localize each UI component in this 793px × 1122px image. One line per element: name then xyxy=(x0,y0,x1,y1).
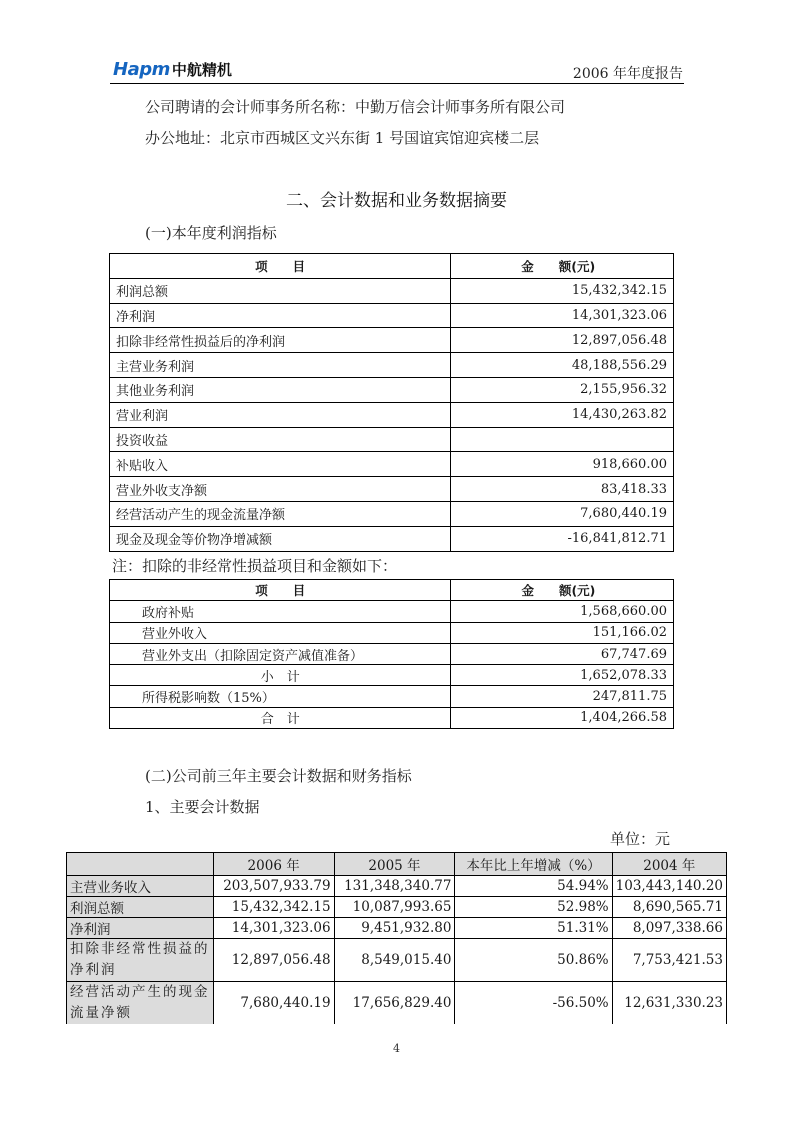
row-item: 小 计 xyxy=(110,665,451,686)
cell-2004: 7,753,421.53 xyxy=(612,939,726,982)
row-item: 扣除非经常性损益的净利润 xyxy=(67,939,214,982)
row-item: 利润总额 xyxy=(67,897,214,918)
table-header-row xyxy=(110,580,674,601)
column-header-amount: 金 额(元) xyxy=(451,580,674,601)
row-item: 营业外收支净额 xyxy=(110,477,451,502)
table-header-row xyxy=(110,254,674,279)
column-header-item: 项 目 xyxy=(110,580,451,601)
row-item: 投资收益 xyxy=(110,427,451,452)
column-header-item: 项 目 xyxy=(110,254,451,279)
row-amount: 1,404,266.58 xyxy=(451,707,674,728)
profit-indicators-heading: (一)本年度利润指标 xyxy=(145,224,277,242)
report-title: 2006 年年度报告 xyxy=(572,66,683,82)
table-row xyxy=(110,328,674,353)
table-row xyxy=(110,686,674,707)
table-row xyxy=(110,427,674,452)
company-logo xyxy=(113,58,232,80)
table-row xyxy=(110,303,674,328)
table-row xyxy=(67,897,727,918)
column-header-2004: 2004 年 xyxy=(612,853,726,876)
row-item: 其他业务利润 xyxy=(110,377,451,402)
row-amount: 14,430,263.82 xyxy=(451,402,674,427)
row-item: 主营业务利润 xyxy=(110,353,451,378)
cell-change: -56.50% xyxy=(455,982,612,1025)
column-header-amount: 金 额(元) xyxy=(451,254,674,279)
row-amount: 48,188,556.29 xyxy=(451,353,674,378)
cell-2006: 203,507,933.79 xyxy=(213,876,334,897)
table-row xyxy=(110,402,674,427)
cell-2006: 14,301,323.06 xyxy=(213,918,334,939)
row-amount: 7,680,440.19 xyxy=(451,501,674,526)
cell-2006: 15,432,342.15 xyxy=(213,897,334,918)
table-row xyxy=(110,477,674,502)
cell-2005: 10,087,993.65 xyxy=(334,897,455,918)
table-row xyxy=(67,939,727,982)
three-year-subheading: 1、主要会计数据 xyxy=(145,798,260,816)
table-row xyxy=(110,501,674,526)
table-row xyxy=(110,452,674,477)
table-header-row xyxy=(67,853,727,876)
row-item: 主营业务收入 xyxy=(67,876,214,897)
table-row xyxy=(110,643,674,664)
column-header-blank xyxy=(67,853,214,876)
row-amount: 83,418.33 xyxy=(451,477,674,502)
table-row xyxy=(110,622,674,643)
table-row xyxy=(110,601,674,622)
table-row xyxy=(110,278,674,303)
cell-2005: 17,656,829.40 xyxy=(334,982,455,1025)
column-header-change: 本年比上年增减（%） xyxy=(455,853,612,876)
row-item: 利润总额 xyxy=(110,278,451,303)
address-line: 办公地址：北京市西城区文兴东街 1 号国谊宾馆迎宾楼二层 xyxy=(145,129,540,147)
row-amount: 2,155,956.32 xyxy=(451,377,674,402)
row-amount: 14,301,323.06 xyxy=(451,303,674,328)
row-amount: 12,897,056.48 xyxy=(451,328,674,353)
page-number: 4 xyxy=(393,1042,400,1055)
three-year-heading: (二)公司前三年主要会计数据和财务指标 xyxy=(145,767,412,785)
three-year-accounting-table xyxy=(66,852,727,1024)
row-item: 营业利润 xyxy=(110,402,451,427)
column-header-2006: 2006 年 xyxy=(213,853,334,876)
cell-2004: 103,443,140.20 xyxy=(612,876,726,897)
cell-2005: 131,348,340.77 xyxy=(334,876,455,897)
row-item: 净利润 xyxy=(110,303,451,328)
logo-chinese-text: 中航精机 xyxy=(171,61,232,79)
profit-indicators-table xyxy=(109,253,674,552)
header-divider xyxy=(110,83,684,84)
subtotal-row xyxy=(110,665,674,686)
row-amount: 1,568,660.00 xyxy=(451,601,674,622)
row-item: 合 计 xyxy=(110,707,451,728)
cell-2004: 12,631,330.23 xyxy=(612,982,726,1025)
column-header-2005: 2005 年 xyxy=(334,853,455,876)
table-row xyxy=(67,876,727,897)
row-amount: -16,841,812.71 xyxy=(451,526,674,551)
row-item: 营业外支出（扣除固定资产减值准备） xyxy=(110,643,451,664)
row-item: 现金及现金等价物净增减额 xyxy=(110,526,451,551)
cell-2005: 8,549,015.40 xyxy=(334,939,455,982)
row-amount: 67,747.69 xyxy=(451,643,674,664)
cell-2004: 8,097,338.66 xyxy=(612,918,726,939)
row-amount: 918,660.00 xyxy=(451,452,674,477)
row-amount: 1,652,078.33 xyxy=(451,665,674,686)
cell-2006: 7,680,440.19 xyxy=(213,982,334,1025)
logo-latin-text: Hapm xyxy=(113,59,170,80)
cell-change: 54.94% xyxy=(455,876,612,897)
table-row xyxy=(110,353,674,378)
non-recurring-table xyxy=(109,579,674,729)
cell-change: 50.86% xyxy=(455,939,612,982)
table-row xyxy=(110,526,674,551)
row-item: 净利润 xyxy=(67,918,214,939)
row-item: 政府补贴 xyxy=(110,601,451,622)
total-row xyxy=(110,707,674,728)
unit-label: 单位：元 xyxy=(610,830,671,848)
row-amount xyxy=(451,427,674,452)
non-recurring-note: 注：扣除的非经常性损益项目和金额如下： xyxy=(112,557,398,575)
row-item: 营业外收入 xyxy=(110,622,451,643)
row-amount: 15,432,342.15 xyxy=(451,278,674,303)
row-amount: 247,811.75 xyxy=(451,686,674,707)
row-item: 扣除非经常性损益后的净利润 xyxy=(110,328,451,353)
section-title: 二、会计数据和业务数据摘要 xyxy=(286,191,507,211)
cell-2006: 12,897,056.48 xyxy=(213,939,334,982)
cell-change: 52.98% xyxy=(455,897,612,918)
table-row xyxy=(67,982,727,1025)
table-row xyxy=(67,918,727,939)
row-item: 经营活动产生的现金流量净额 xyxy=(67,982,214,1025)
row-item: 补贴收入 xyxy=(110,452,451,477)
cell-2004: 8,690,565.71 xyxy=(612,897,726,918)
cell-2005: 9,451,932.80 xyxy=(334,918,455,939)
row-item: 经营活动产生的现金流量净额 xyxy=(110,501,451,526)
auditor-line: 公司聘请的会计师事务所名称：中勤万信会计师事务所有限公司 xyxy=(145,98,566,116)
cell-change: 51.31% xyxy=(455,918,612,939)
row-item: 所得税影响数（15%） xyxy=(110,686,451,707)
table-row xyxy=(110,377,674,402)
row-amount: 151,166.02 xyxy=(451,622,674,643)
